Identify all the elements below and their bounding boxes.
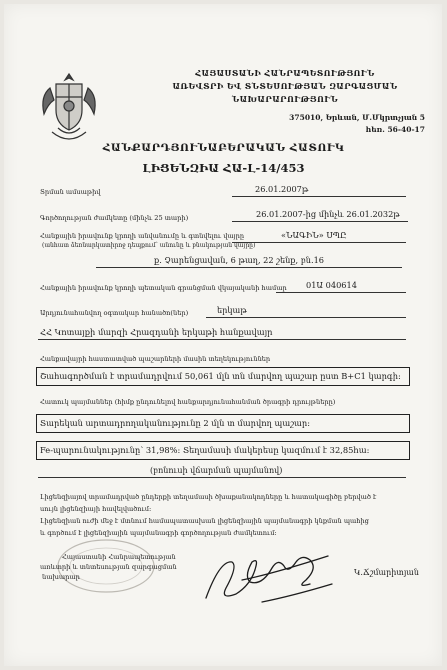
holder-label: Հանքային իրավունք կրողի անվանումը և գտնվելու վայրը bbox=[40, 232, 245, 240]
underline bbox=[232, 242, 406, 243]
signer-name: Կ.Ճշմարիտյան bbox=[354, 568, 419, 577]
validity-label: Գործողության ժամկետը (մինչև 25 տարի) bbox=[40, 214, 189, 222]
underline bbox=[232, 221, 408, 222]
underline bbox=[38, 477, 406, 478]
holder-address: ք. Չարենցավան, 6 թաղ, 22 շենք, բն.16 bbox=[154, 255, 324, 265]
handwritten-signature-icon bbox=[192, 540, 342, 610]
validity-value: 26.01.2007-ից մինչև 26.01.2032թ bbox=[256, 209, 400, 219]
org-line-3: ՆԱԽԱՐԱՐՈՒԹՅՈՒՆ bbox=[231, 94, 339, 104]
note-line-3: Լիցենզիան ուժի մեջ է մտնում համապատասխան լիցենզիային պայմանագրի կնքման պահից bbox=[40, 517, 369, 525]
note-line-1: Լիցենզիայով տրամադրված ընդերքի տեղամասի ծխաքանակոդները և հատակագիծը բերված է bbox=[40, 493, 377, 501]
conditions-label: Հատուկ պայմաններ (հիմք ընդունելով հանքարդյունահանման ծրագրի դրույթները) bbox=[40, 398, 336, 406]
bonus-caption: (բոնուսի վճարման պայմանով) bbox=[150, 466, 283, 475]
deposit-name: ՀՀ Կոտայքի մարզի Հրազդանի երկաթի հանքավայր bbox=[40, 327, 273, 337]
mineral-label: Արդյունահանվող օգտակար հանածո(ներ) bbox=[40, 309, 189, 317]
issuer-line-3: նախարար bbox=[42, 573, 80, 581]
org-address: 375010, Երևան, Մ.Մկրտչյան 5 bbox=[289, 113, 425, 122]
underline bbox=[276, 292, 406, 293]
license-number: ԼԻՑԵՆԶԻԱ ՀԱ-Լ-14/453 bbox=[142, 161, 305, 175]
coat-of-arms-icon bbox=[38, 66, 100, 146]
issuer-line-1: Հայաստանի Հանրապետության bbox=[62, 553, 176, 561]
note-line-4: և գործում է լիցենզիային պայմանագրի գործողության ժամկետում: bbox=[40, 529, 277, 537]
mineral-value: երկաթ bbox=[217, 305, 247, 315]
org-phone: հեռ. 56-40-17 bbox=[365, 125, 425, 134]
org-line-2: ԱՌԵՎՏՐԻ ԵՎ ՏՆՏԵՍՈՒԹՅԱՆ ԶԱՐԳԱՑՄԱՆ bbox=[172, 81, 398, 91]
condition-capacity: Տարեկան արտադրողականությունը 2 մլն տ մարվող պաշար: bbox=[40, 418, 311, 428]
note-line-2: սույն լիցենզիայի հավելվածում: bbox=[40, 505, 152, 513]
document-title: ՀԱՆՔԱՐԴՅՈՒՆԱԲԵՐԱԿԱՆ ՀԱՏՈՒԿ bbox=[102, 142, 345, 154]
state-registration-value: 01Ա 040614 bbox=[306, 280, 357, 290]
underline bbox=[232, 196, 406, 197]
condition-fe-content: Fe-պարունակությունը՝ 31,98%: Տեղամասի մակերեսը կազմում է 32,85հա: bbox=[40, 445, 370, 455]
issue-date-value: 26.01.2007թ bbox=[255, 184, 309, 194]
reserves-line: Շահագործման է տրամադրվում 50,061 մլն տն մարվող պաշար ըստ B+C1 կարգի: bbox=[40, 371, 401, 381]
holder-sublabel: (անհատ ձեռնարկատիրոջ դեպքում՝ անունը և բնակության վայրը) bbox=[42, 242, 256, 249]
org-line-1: ՀԱՅԱՍՏԱՆԻ ՀԱՆՐԱՊԵՏՈՒԹՅՈՒՆ bbox=[195, 68, 375, 78]
underline bbox=[38, 339, 406, 340]
issue-date-label: Տրման ամսաթիվ bbox=[40, 188, 101, 196]
issuer-line-2: առևտրի և տնտեսության զարգացման bbox=[40, 563, 177, 571]
reserves-label: Հանքավայրի հաստատված պաշարների մասին տեղեկություններ bbox=[40, 355, 271, 363]
underline bbox=[206, 317, 406, 318]
underline bbox=[96, 267, 402, 268]
state-registration-label: Հանքային իրավունք կրողի պետական գրանցման վկայականի համար bbox=[40, 284, 287, 292]
holder-name: «ՆԱԳԻՆ» ՍՊԸ bbox=[281, 230, 347, 240]
